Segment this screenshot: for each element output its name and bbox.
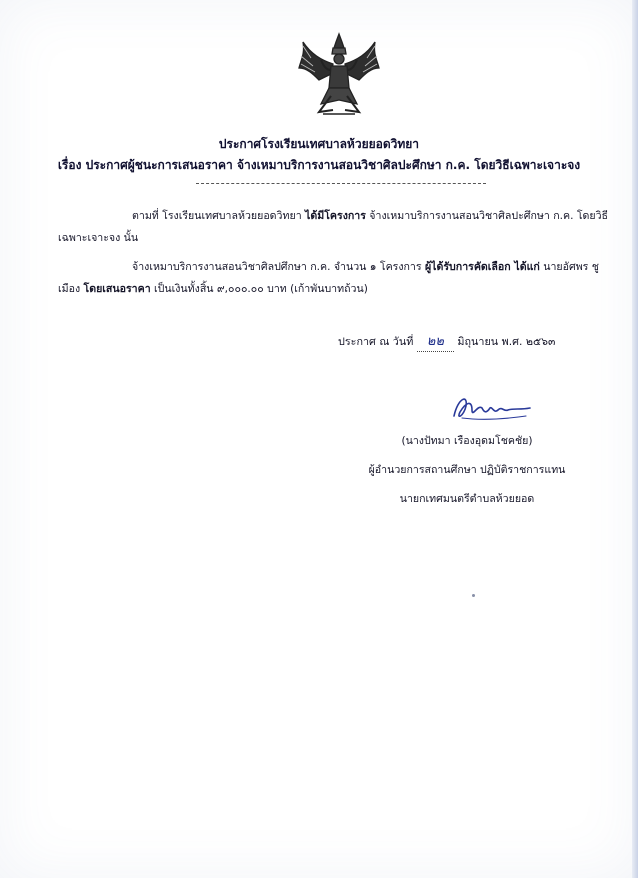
handwritten-signature (448, 390, 534, 426)
paragraph-project (58, 205, 618, 249)
paragraph-winner (58, 256, 618, 300)
paragraph2-lead: จ้างเหมาบริการงานสอนวิชาศิลปศึกษา ก.ค. จำนวน ๑ โครงการ (132, 261, 422, 273)
date-prefix: ประกาศ ณ วันที่ (338, 335, 414, 348)
document-title: ประกาศโรงเรียนเทศบาลห้วยยอดวิทยา (218, 137, 420, 151)
paragraph1-rest: จ้างเหมาบริการงานสอนวิชาศิลปะศึกษา ก.ค. โดยวิธีเฉพาะเจาะจง นั้น (58, 210, 609, 244)
date-suffix: มิถุนายน พ.ศ. ๒๕๖๓ (457, 335, 556, 348)
document-subject: เรื่อง ประกาศผู้ชนะการเสนอราคา จ้างเหมาบริการงานสอนวิชาศิลปะศึกษา ก.ค. โดยวิธีเฉพาะเจาะจง (57, 158, 581, 172)
paragraph2-bold2: โดยเสนอราคา (83, 283, 151, 295)
paper-speck (472, 594, 475, 597)
date-day-handwritten: ๒๒ (417, 330, 454, 352)
paragraph1-bold: ได้มีโครงการ (305, 210, 366, 222)
signer-office: นายกเทศมนตรีตำบลห้วยยอด (399, 493, 535, 505)
signer-name: (นางปัทมา เรืองอุดมโชคชัย) (401, 435, 533, 447)
garuda-emblem-icon (293, 30, 385, 122)
paragraph2-bold: ผู้ได้รับการคัดเลือก ได้แก่ (424, 261, 540, 273)
signer-position: ผู้อำนวยการสถานศึกษา ปฏิบัติราชการแทน (368, 464, 566, 476)
paragraph2-amount: เป็นเงินทั้งสิ้น ๙,๐๐๐.๐๐ บาท (เก้าพันบาทถ้วน) (154, 283, 368, 295)
dashed-divider (196, 183, 486, 184)
paragraph2-winner-name: นายอัศพร ชูเมือง (58, 261, 599, 295)
paragraph1-lead: ตามที่ โรงเรียนเทศบาลห้วยยอดวิทยา (132, 210, 302, 222)
announcement-date (338, 330, 555, 352)
